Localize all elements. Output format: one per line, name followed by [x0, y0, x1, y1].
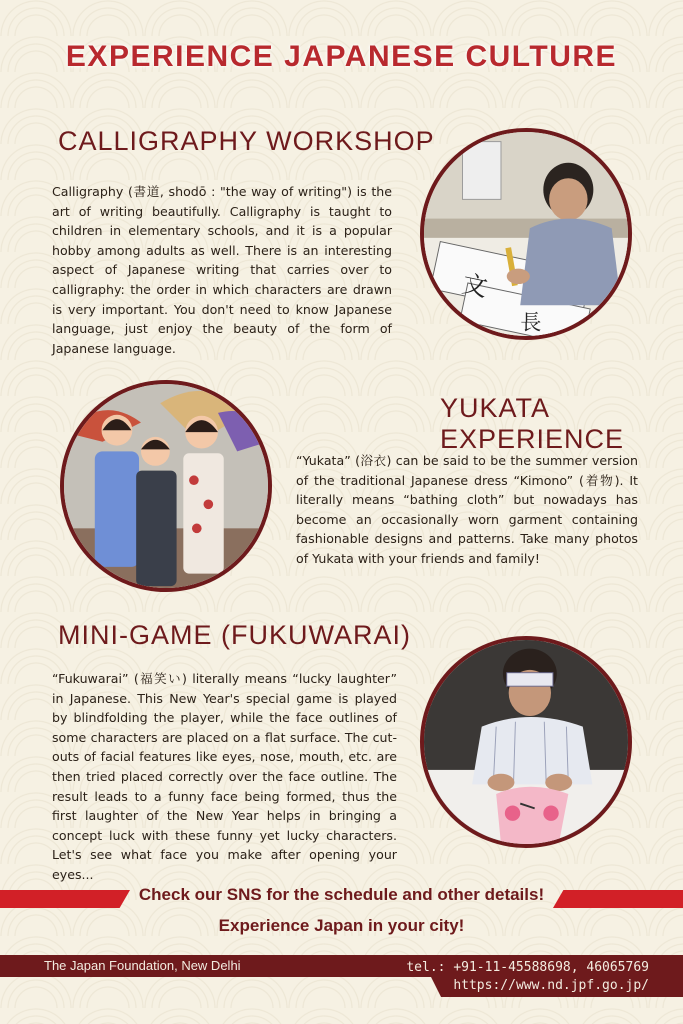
- footer-phone: tel.: +91-11-45588698, 46065769: [406, 960, 649, 975]
- yukata-text: “Yukata” (浴衣) can be said to be the summer version of the traditional Japanese dress “Kimono” (着物). It literally means “bathing cloth” but nowadays has become an occasionally worn garment containing fashionable designs and patterns. Take many photos of Yukata with your friends and family!: [296, 453, 638, 566]
- calligraphy-text: Calligraphy (書道, shodō : "the way of writing") is the art of writing beautifully. Calligraphy is taught to children in elementary schools, and it is a popular hobby among adults as well. There is an interesting aspect of Japanese writing that carries over to calligraphy: the order in which characters are drawn is very important. You don't need to know Japanese language, just enjoy the beauty of the form of Japanese language.: [52, 184, 392, 356]
- svg-text:長: 長: [520, 309, 542, 335]
- footer-organization: The Japan Foundation, New Delhi: [44, 958, 241, 973]
- fukuwarai-text: “Fukuwarai” (福笑い) literally means “lucky laughter” in Japanese. This New Year's special game is played by blindfolding the player, while the face outlines of some characters are placed on a flat surface. The cut-outs of facial features like eyes, nose, mouth, etc. are then tried placed correctly over the face outline. The result leads to a funny face being formed, thus the first laughter of the New Year helps in bringing a concept luck with these funny yet lucky characters. Let's see what face you make after opening your eyes...: [52, 671, 397, 882]
- fukuwarai-photo: [420, 636, 632, 848]
- yukata-heading: YUKATA EXPERIENCE: [440, 393, 625, 454]
- cta-sns: Check our SNS for the schedule and other details!: [138, 885, 545, 904]
- cta-experience: Experience Japan in your city!: [218, 916, 465, 935]
- footer: [0, 955, 683, 1024]
- calligraphy-heading: CALLIGRAPHY WORKSHOP: [58, 126, 435, 156]
- fukuwarai-heading: MINI-GAME (FUKUWARAI): [58, 620, 411, 650]
- svg-text:文: 文: [459, 268, 491, 303]
- calligraphy-photo: [420, 128, 632, 340]
- page-title: EXPERIENCE JAPANESE CULTURE: [65, 40, 618, 73]
- yukata-photo: [60, 380, 272, 592]
- footer-website-link[interactable]: https://www.nd.jpf.go.jp/: [453, 978, 649, 993]
